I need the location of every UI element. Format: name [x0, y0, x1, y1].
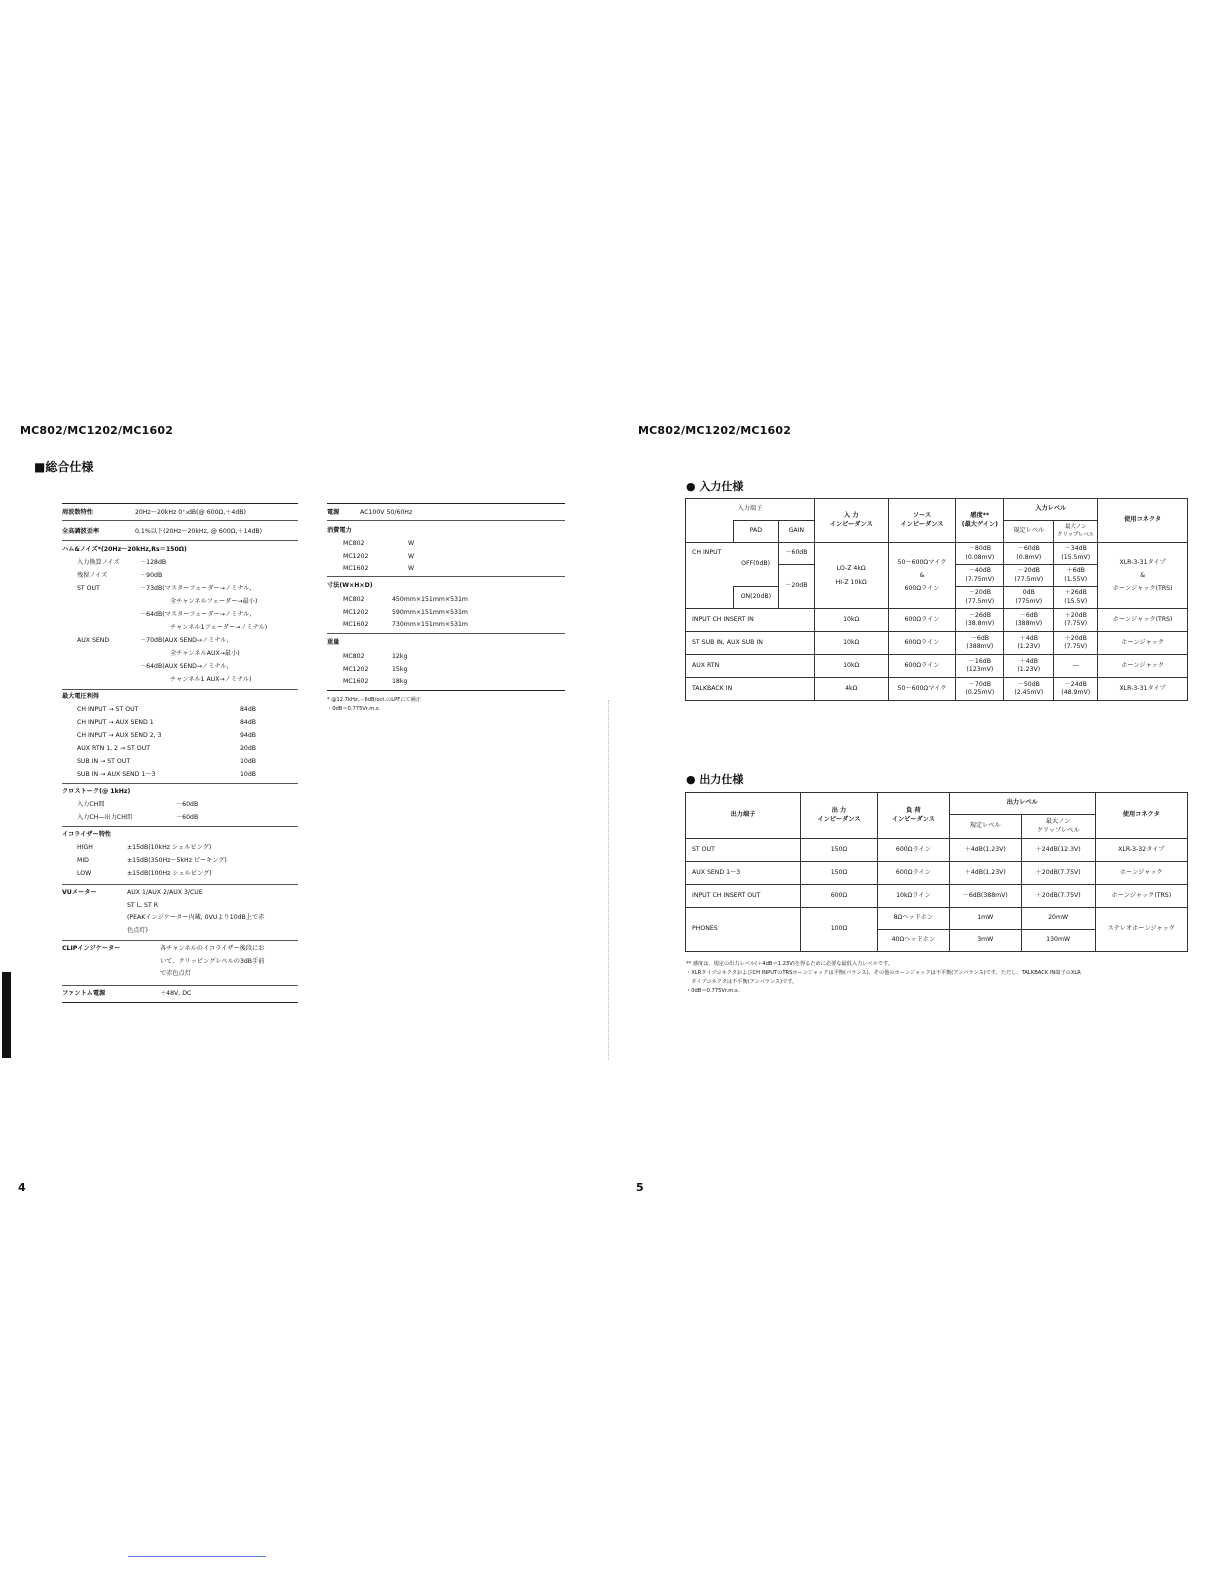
spec-row-label: MC802	[343, 653, 365, 660]
spec-row-label: MC1202	[343, 608, 369, 616]
spec-row-value: 730mm×151mm×531m	[392, 621, 468, 628]
spec-row-value: 10dB	[240, 758, 257, 765]
maxgain-title: 最大電圧利得	[62, 693, 100, 700]
spec-line: (PEAKインジケーター内蔵, 0VUより10dB上で赤	[127, 914, 265, 921]
th-input-level: 入力レベル	[1004, 499, 1098, 521]
dims-title: 寸法(W×H×D)	[327, 582, 373, 589]
model-sidebar-tab	[2, 972, 11, 1058]
th-input-impedance: 入 力 インピーダンス	[814, 499, 888, 543]
spec-row-label: CH INPUT → AUX SEND 1	[77, 719, 154, 726]
spec-row-label: MC1202	[343, 552, 369, 560]
clip-label: CLIPインジケーター	[62, 945, 121, 952]
input-row: TALKBACK IN 4kΩ 50～600Ωマイク －70dB (0.25mV) －50dB (2.45mV) －24dB (48.9mV) XLR-3-31タイプ	[686, 678, 1188, 701]
spec-line: 色点灯)	[127, 926, 148, 934]
input-row: AUX RTN 10kΩ 600Ωライン －16dB (123mV) ＋4dB (1.23V) ― ホーンジャック	[686, 655, 1188, 678]
hum-row-label: AUX SEND	[77, 637, 110, 644]
spec-row-value: 15kg	[392, 665, 408, 673]
spec-row-label: CH INPUT → AUX SEND 2, 3	[77, 732, 162, 739]
spec-row-label: 入力CH―出力CH間	[77, 814, 133, 821]
ch-nom-2: －20dB (77.5mV)	[1004, 565, 1054, 587]
th-input-terminal: 入力端子	[686, 499, 815, 521]
th-load-impedance: 負 荷 インピーダンス	[877, 793, 949, 839]
th-gain: GAIN	[778, 521, 814, 543]
spec-row-label: MC1202	[343, 665, 369, 673]
spec-row-label: 入力CH間	[77, 801, 105, 808]
col2-footnote-1: * @12.7kHz,－6dB/oct.のLPFにて補正	[327, 697, 421, 703]
power-value: AC100V 50/60Hz	[360, 509, 413, 516]
gain-m20: －20dB	[778, 565, 814, 609]
spec-line: いて、クリッピングレベルの3dB手前	[160, 957, 265, 965]
spec-row-value: －60dB	[176, 801, 199, 808]
left-section-title: ■総合仕様	[34, 460, 94, 474]
output-spec-table	[685, 792, 1188, 952]
hum-row-value: チャンネル1 AUX→ノミナル)	[170, 676, 252, 683]
spec-row-value: －60dB	[176, 814, 199, 821]
spec-row-label: MC1602	[343, 678, 369, 685]
phantom-label: ファントム電源	[62, 990, 106, 997]
hum-row-label: 残留ノイズ	[77, 572, 108, 579]
spec-row-value: W	[408, 552, 415, 560]
phones-row: PHONES 100Ω 8Ωヘッドホン 1mW 20mW ステレオホーンジャック	[686, 908, 1188, 930]
right-page-header: MC802/MC1202/MC1602	[638, 424, 792, 437]
output-note-4: ・0dB＝0.775Vr.m.s.	[686, 988, 740, 994]
freq-value: 20Hz～20kHz 0⁺₃dB(@ 600Ω,＋4dB)	[135, 509, 246, 516]
hum-row-value: チャンネル1フェーダー→ノミナル)	[170, 624, 268, 631]
ch-sens-1: －80dB (0.08mV)	[956, 543, 1004, 565]
hum-row-label: ST OUT	[77, 585, 100, 592]
output-note-2: ・XLRタイプコネクタおよびCH INPUTのTRSホーンジャックは平衡(バランス)、その他のホーンジャックは不平衡(アンバランス)です。ただし、TALKBACK IN端子のXLR	[686, 970, 1081, 976]
right-page-number: 5	[636, 1181, 644, 1194]
ch-input-connector: XLR-3-31タイプ & ホーンジャック(TRS)	[1098, 543, 1188, 609]
consumption-title: 消費電力	[327, 527, 352, 534]
hum-row-value: 全チャンネルAUX→最小)	[170, 650, 240, 657]
th-output-terminal: 出力端子	[686, 793, 801, 839]
spec-row-value: 450mm×151mm×531m	[392, 596, 468, 603]
spec-row-label: LOW	[77, 870, 92, 877]
th-output-impedance: 出 力 インピーダンス	[800, 793, 877, 839]
th-out-nominal: 規定レベル	[949, 815, 1021, 839]
input-spec-table	[685, 498, 1188, 701]
th-input-connector: 使用コネクタ	[1098, 499, 1188, 543]
hum-row-value: －128dB	[140, 559, 167, 566]
output-note-1: ** 感度は、規定の出力レベル(＋4dB＝1.23V)を得るために必要な最低入力レベルです。	[686, 961, 893, 967]
output-row: INPUT CH INSERT OUT 600Ω 10kΩライン －6dB(388mV) ＋20dB(7.75V) ホーンジャック(TRS)	[686, 885, 1188, 908]
spec-row-label: HIGH	[77, 844, 93, 851]
spec-row-value: ±15dB(350Hz～5kHz ピーキング)	[127, 857, 227, 864]
th-output-connector: 使用コネクタ	[1095, 793, 1187, 839]
spec-row-label: MC1602	[343, 621, 369, 628]
spec-row-value: ±15dB(10kHz シェルビング)	[127, 844, 212, 851]
spec-row-value: 84dB	[240, 706, 257, 713]
pad-off: OFF(0dB)	[733, 543, 778, 587]
ch-max-2: ＋6dB (1.55V)	[1054, 565, 1098, 587]
gain-m60: －60dB	[778, 543, 814, 565]
spec-row-value: 10dB	[240, 771, 257, 778]
spec-line: AUX 1/AUX 2/AUX 3/CUE	[127, 889, 203, 896]
hum-title: ハム&ノイズ*(20Hz～20kHz,Rs＝150Ω)	[62, 546, 187, 553]
th-output-level: 出力レベル	[949, 793, 1095, 815]
th-nominal-level: 規定レベル	[1004, 521, 1054, 543]
spec-row-label: CH INPUT → ST OUT	[77, 706, 139, 713]
th-source-impedance: ソース インピーダンス	[888, 499, 956, 543]
hum-row-value: －64dB(AUX SEND→ノミナル,	[140, 663, 229, 670]
vu-label: VUメーター	[62, 889, 97, 896]
weight-title: 重量	[327, 639, 340, 646]
freq-label: 周波数特性	[62, 509, 93, 516]
phones-row: 40Ωヘッドホン 3mW 130mW	[686, 930, 1188, 952]
spec-row-value: 18kg	[392, 678, 408, 685]
input-spec-title: ● 入力仕様	[686, 480, 744, 493]
ch-max-1: －34dB (15.5mV)	[1054, 543, 1098, 565]
power-label: 電源	[327, 509, 340, 516]
hum-row-label: 入力換算ノイズ	[77, 559, 120, 566]
spec-row-label: MC802	[343, 596, 365, 603]
spec-line: 各チャンネルのイコライザー後段にお	[160, 945, 265, 952]
hum-row-value: －90dB	[140, 572, 163, 579]
th-pad: PAD	[733, 521, 778, 543]
spec-row-value: 84dB	[240, 719, 257, 726]
th-sensitivity: 感度** (最大ゲイン)	[956, 499, 1004, 543]
th-out-max: 最大ノン クリップレベル	[1021, 815, 1095, 839]
spec-row-value: 20dB	[240, 745, 257, 752]
spec-row-value: W	[408, 540, 415, 547]
left-page-header: MC802/MC1202/MC1602	[20, 424, 174, 437]
spec-row-value: ±15dB(100Hz シェルビング)	[127, 870, 212, 877]
spec-line: ST L, ST R	[127, 901, 159, 909]
ch-max-3: ＋26dB (15.5V)	[1054, 587, 1098, 609]
ch-source-impedance: 50～600Ωマイク & 600Ωライン	[888, 543, 956, 609]
ch-nom-1: －60dB (0.8mV)	[1004, 543, 1054, 565]
hum-row-value: －73dB(マスターフェーダー→ノミナル,	[140, 585, 252, 592]
ch-sens-3: －20dB (77.5mV)	[956, 587, 1004, 609]
spec-row-label: SUB IN → AUX SEND 1～3	[77, 771, 156, 778]
left-page-number: 4	[18, 1181, 26, 1194]
col2-footnote-2: ・0dB＝0.775Vr.m.s.	[327, 706, 381, 712]
hum-row-value: 全チャンネルフェーダー→最小)	[170, 598, 258, 605]
spec-row-label: AUX RTN 1, 2 → ST OUT	[77, 745, 150, 752]
ch-sens-2: －40dB (7.75mV)	[956, 565, 1004, 587]
hum-row-value: －70dB(AUX SEND→ノミナル,	[140, 637, 229, 644]
input-row: INPUT CH INSERT IN 10kΩ 600Ωライン －26dB (38.8mV) －6dB (388mV) ＋20dB (7.75V) ホーンジャック(TRS)	[686, 609, 1188, 632]
phantom-value: ＋48V, DC	[160, 990, 192, 997]
spec-row-value: 12kg	[392, 653, 408, 660]
spec-row-label: SUB IN → ST OUT	[77, 758, 131, 765]
hum-row-value: －64dB(マスターフェーダー→ノミナル,	[140, 611, 252, 618]
crosstalk-title: クロストーク(@ 1kHz)	[62, 788, 131, 795]
th-max-level: 最大ノン クリップレベル	[1054, 521, 1098, 543]
spec-row-label: MC802	[343, 540, 365, 547]
spec-row-value: 590mm×151mm×531m	[392, 608, 468, 616]
output-note-3: タイプコネクタは不平衡(アンバランス)です。	[686, 979, 798, 985]
ch-nom-3: 0dB (775mV)	[1004, 587, 1054, 609]
spec-row-value: 94dB	[240, 732, 257, 739]
thd-label: 全高調波歪率	[62, 528, 100, 535]
input-row: ST SUB IN, AUX SUB IN 10kΩ 600Ωライン －6dB (388mV) ＋4dB (1.23V) ＋20dB (7.75V) ホーンジャック	[686, 632, 1188, 655]
output-row: ST OUT 150Ω 600Ωライン ＋4dB(1.23V) ＋24dB(12.3V) XLR-3-32タイプ	[686, 839, 1188, 862]
thd-value: 0.1%以下(20Hz～20kHz, @ 600Ω,＋14dB)	[135, 528, 263, 535]
spec-row-label: MC1602	[343, 565, 369, 572]
spec-line: で赤色点灯	[160, 970, 191, 977]
row-ch-input: CH INPUT	[686, 543, 734, 609]
output-spec-title: ● 出力仕様	[686, 773, 744, 786]
spec-row-value: W	[408, 565, 415, 572]
ch-input-impedance: LO-Z 4kΩ HI-Z 10kΩ	[814, 543, 888, 609]
eq-title: イコライザー特性	[62, 831, 112, 838]
pad-on: ON(20dB)	[733, 587, 778, 609]
spec-row-label: MID	[77, 857, 89, 864]
output-row: AUX SEND 1～3 150Ω 600Ωライン ＋4dB(1.23V) ＋20dB(7.75V) ホーンジャック	[686, 862, 1188, 885]
